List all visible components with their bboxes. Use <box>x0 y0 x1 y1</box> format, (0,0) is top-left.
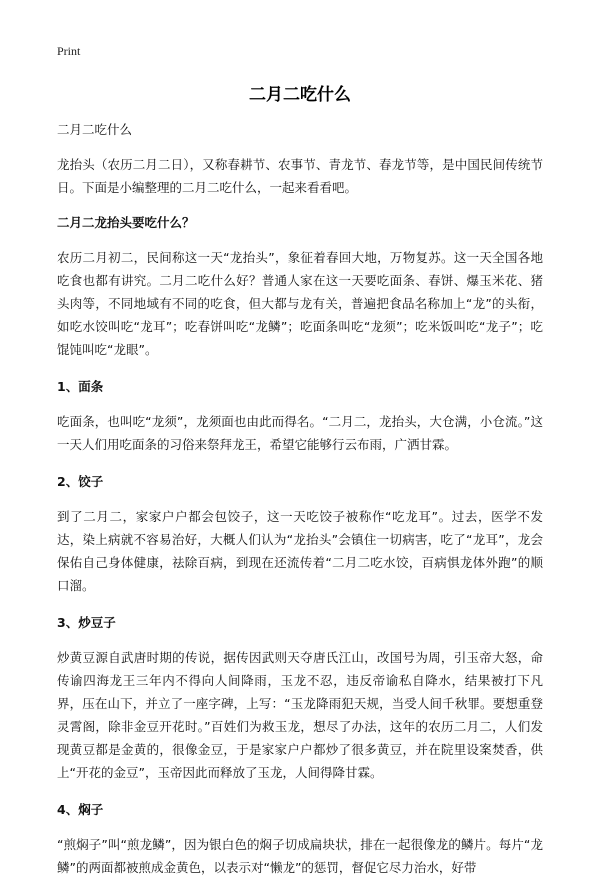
article-body <box>57 118 543 879</box>
section-heading-noodles: 1、面条 <box>57 379 104 394</box>
article-subtitle: 二月二吃什么 <box>57 122 133 137</box>
intro-paragraph: 龙抬头（农历二月二日），又称春耕节、农事节、青龙节、春龙节等，是中国民间传统节日。下面是小编整理的二月二吃什么，一起来看看吧。 <box>57 157 543 195</box>
section-heading-fried-beans: 3、炒豆子 <box>57 615 116 630</box>
section-heading-menzi: 4、焖子 <box>57 802 104 817</box>
section-body-menzi: “煎焖子”叫“煎龙鳞”，因为银白色的焖子切成扁块状，排在一起很像龙的鳞片。每片“龙鳞”的两面都被煎成金黄色，以表示对“懒龙”的惩罚，督促它尽力治水，好带 <box>57 837 543 875</box>
page-title: 二月二吃什么 <box>249 85 351 105</box>
section-body-noodles: 吃面条，也叫吃“龙须”，龙须面也由此而得名。“二月二，龙抬头，大仓满，小仓流。”这一天人们用吃面条的习俗来祭拜龙王，希望它能够行云布雨，广洒甘霖。 <box>57 414 543 452</box>
section-body-main: 农历二月初二，民间称这一天“龙抬头”，象征着春回大地，万物复苏。这一天全国各地吃食也都有讲究。二月二吃什么好？普通人家在这一天要吃面条、春饼、爆玉米花、猪头肉等，不同地域有不同的吃食，但大都与龙有关，普遍把食品名称加上“龙”的头衔，如吃水饺叫吃“龙耳”；吃春饼叫吃“龙鳞”；吃面条叫吃“龙须”；吃米饭叫吃“龙子”；吃馄饨叫吃“龙眼”。 <box>57 250 543 357</box>
section-heading-dumplings: 2、饺子 <box>57 474 104 489</box>
section-heading-main: 二月二龙抬头要吃什么？ <box>57 215 195 230</box>
section-body-fried-beans: 炒黄豆源自武唐时期的传说，据传因武则天夺唐氏江山，改国号为周，引玉帝大怒，命传谕四海龙王三年内不得向人间降雨，玉龙不忍，违反帝谕私自降水，结果被打下凡界，压在山下，并立了一座字碑，上写：“玉龙降雨犯天规，当受人间千秋罪。要想重登灵霄阁，除非金豆开花时。”百姓们为救玉龙，想尽了办法，这年的农历二月二，人们发现黄豆都是金黄的，很像金豆，于是家家户户都炒了很多黄豆，并在院里设案焚香，供上“开花的金豆”，玉帝因此而释放了玉龙，人间得降甘霖。 <box>57 650 543 780</box>
print-link[interactable]: Print <box>57 44 81 58</box>
section-body-dumplings: 到了二月二，家家户户都会包饺子，这一天吃饺子被称作“吃龙耳”。过去，医学不发达，染上病就不容易治好，大概人们认为“龙抬头”会镇住一切病害，吃了“龙耳”，龙会保佑自己身体健康，祛除百病，到现在还流传着“二月二吃水饺，百病惧龙体外跑”的顺口溜。 <box>57 509 543 593</box>
